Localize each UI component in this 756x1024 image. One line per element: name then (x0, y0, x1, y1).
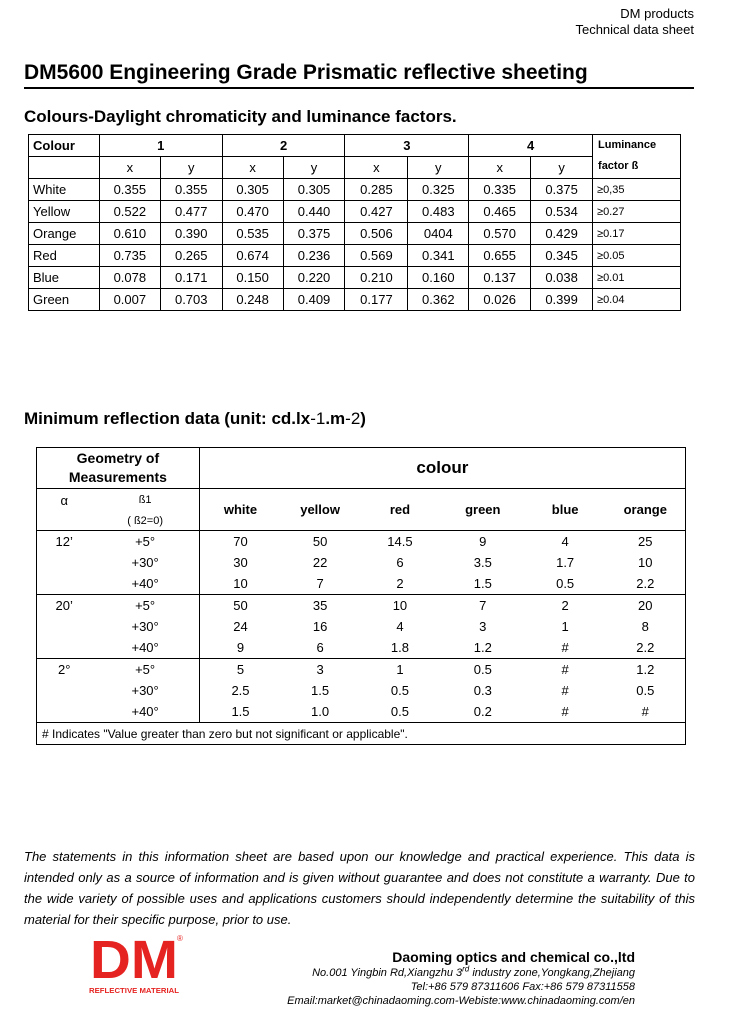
company-address (287, 966, 635, 980)
beta1-header: ß1 (91, 489, 199, 512)
point-header: 4 (469, 135, 593, 157)
chromaticity-value: 0.355 (99, 179, 160, 201)
col-colour-header: Colour (29, 135, 100, 157)
beta-value: +30° (91, 616, 199, 637)
luminance-value: ≥0.04 (593, 289, 681, 311)
luminance-value: ≥0,35 (593, 179, 681, 201)
chromaticity-value: 0.341 (408, 245, 469, 267)
reflection-value: 35 (312, 598, 328, 613)
reflection-value: 1 (561, 619, 569, 634)
reflection-value: 10 (606, 552, 686, 573)
geometry-header (37, 448, 200, 489)
reflection-table (36, 447, 686, 745)
reflection-value: 24 (233, 619, 248, 634)
reflection-value: 1 (396, 662, 404, 677)
reflection-value: 3 (479, 619, 487, 634)
chromaticity-value: 0.674 (222, 245, 283, 267)
chromaticity-value: 0.506 (345, 223, 408, 245)
reflection-value: # (525, 637, 606, 659)
y-header: y (408, 157, 469, 179)
x-header: x (99, 157, 160, 179)
reflection-row (37, 701, 686, 723)
luminance-value: ≥0.01 (593, 267, 681, 289)
chromaticity-value: 0.210 (345, 267, 408, 289)
luminance-label: factor ß (598, 160, 639, 172)
x-header: x (469, 157, 531, 179)
y-header: y (283, 157, 345, 179)
company-name: Daoming optics and chemical co.,ltd (392, 949, 635, 965)
reflection-value: 10 (392, 598, 408, 613)
beta-value: +40° (91, 701, 199, 723)
colour-row (29, 179, 681, 201)
beta-value: +5° (91, 531, 199, 553)
reflection-value: 0.5 (606, 680, 686, 701)
reflection-value: 2.2 (606, 573, 686, 595)
reflection-value: 14.5 (387, 534, 413, 549)
registered-mark: ® (177, 934, 183, 943)
colour-row (29, 223, 681, 245)
reflection-row (37, 616, 686, 637)
reflection-value: 30 (233, 555, 248, 570)
colour-col-header: yellow (281, 489, 359, 531)
heading-exponent: -1 (310, 409, 326, 428)
colour-col-header: blue (525, 489, 606, 531)
chromaticity-value: 0.248 (222, 289, 283, 311)
logo-tagline: REFLECTIVE MATERIAL (89, 988, 180, 995)
reflection-value: 1.2 (606, 659, 686, 681)
chromaticity-value: 0.427 (345, 201, 408, 223)
address-superscript: rd (462, 964, 470, 974)
reflection-subheader-row (37, 489, 686, 512)
luminance-label: Luminance (598, 139, 657, 151)
reflection-value: 6 (396, 555, 404, 570)
page-title: DM5600 Engineering Grade Prismatic reflective sheeting (24, 60, 694, 89)
chromaticity-table (28, 134, 681, 311)
chromaticity-value: 0.160 (408, 267, 469, 289)
reflection-value: 10 (199, 573, 281, 595)
colour-col-header: orange (606, 489, 686, 531)
company-email: Email:market@chinadaoming.com-Webiste:www.chinadaoming.com/en (287, 995, 635, 1007)
reflection-value: # (525, 701, 606, 723)
colour-row (29, 289, 681, 311)
chromaticity-value: 0.177 (345, 289, 408, 311)
reflection-value: 0.5 (473, 662, 492, 677)
heading-exponent: -2 (345, 409, 361, 428)
reflection-value: 0.5 (390, 683, 409, 698)
reflection-value: 3 (316, 662, 324, 677)
reflection-row (37, 680, 686, 701)
chromaticity-value: 0.465 (469, 201, 531, 223)
point-header: 1 (99, 135, 222, 157)
reflection-value: # (606, 701, 686, 723)
chromaticity-value: 0.137 (469, 267, 531, 289)
reflection-value: 0.5 (359, 701, 441, 723)
chromaticity-value: 0.355 (160, 179, 222, 201)
colour-header: colour (199, 448, 685, 489)
reflection-value: 1.5 (311, 683, 330, 698)
empty-cell (37, 511, 92, 531)
chromaticity-value: 0.534 (531, 201, 593, 223)
chromaticity-value: 0.171 (160, 267, 222, 289)
reflection-value: 2 (359, 573, 441, 595)
alpha-value (37, 680, 92, 701)
footnote: # Indicates "Value greater than zero but not significant or applicable". (37, 723, 686, 745)
reflection-value: # (561, 683, 569, 698)
reflection-value: 9 (199, 637, 281, 659)
note-row (37, 723, 686, 745)
heading-text: Minimum reflection data (unit: cd.lx (24, 409, 311, 428)
chromaticity-value: 0.345 (531, 245, 593, 267)
chromaticity-value: 0.522 (99, 201, 160, 223)
logo-mark (89, 930, 183, 995)
chromaticity-value: 0.477 (160, 201, 222, 223)
alpha-value (37, 637, 92, 659)
reflection-value: 70 (233, 534, 248, 549)
chromaticity-value: 0.569 (345, 245, 408, 267)
document-header (575, 6, 694, 38)
chromaticity-value: 0.078 (99, 267, 160, 289)
chromaticity-value: 0.038 (531, 267, 593, 289)
beta-value: +30° (91, 552, 199, 573)
chromaticity-value: 0404 (408, 223, 469, 245)
colour-col-header: green (441, 489, 525, 531)
luminance-header (593, 135, 681, 179)
reflection-row (37, 595, 686, 617)
reflection-value: 5 (236, 662, 245, 677)
colour-row (29, 201, 681, 223)
chromaticity-value: 0.325 (408, 179, 469, 201)
x-header: x (222, 157, 283, 179)
colour-row (29, 245, 681, 267)
reflection-value: # (561, 662, 569, 677)
beta-value: +40° (91, 637, 199, 659)
colour-name: Blue (29, 267, 100, 289)
reflection-value: 2.2 (606, 637, 686, 659)
reflection-value: 1.2 (441, 637, 525, 659)
reflection-row (37, 659, 686, 681)
chromaticity-value: 0.390 (160, 223, 222, 245)
x-header: x (345, 157, 408, 179)
reflection-value: 0.5 (525, 573, 606, 595)
header-doc-type: Technical data sheet (575, 22, 694, 37)
geometry-label: Geometry of (76, 450, 160, 466)
chromaticity-value: 0.305 (283, 179, 345, 201)
chromaticity-value: 0.265 (160, 245, 222, 267)
chromaticity-value: 0.703 (160, 289, 222, 311)
reflection-value: 25 (606, 531, 686, 553)
chromaticity-value: 0.362 (408, 289, 469, 311)
y-header: y (160, 157, 222, 179)
chromaticity-value: 0.429 (531, 223, 593, 245)
chromaticity-value: 0.483 (408, 201, 469, 223)
point-header: 2 (222, 135, 345, 157)
y-header: y (531, 157, 593, 179)
chromaticity-header-row (29, 135, 681, 157)
chromaticity-value: 0.470 (222, 201, 283, 223)
chromaticity-body (29, 179, 681, 311)
address-part: industry zone,Yongkang,Zhejiang (469, 967, 635, 979)
reflection-value: 50 (233, 598, 248, 613)
reflection-value: 6 (281, 637, 359, 659)
reflection-value: 2.5 (231, 683, 250, 698)
chromaticity-value: 0.655 (469, 245, 531, 267)
chromaticity-value: 0.375 (283, 223, 345, 245)
alpha-value: 12’ (37, 531, 92, 553)
chromaticity-value: 0.285 (345, 179, 408, 201)
company-tel: Tel:+86 579 87311606 Fax:+86 579 87311558 (410, 981, 635, 993)
alpha-value (37, 616, 92, 637)
colour-name: Red (29, 245, 100, 267)
reflection-value: 1.5 (199, 701, 281, 723)
heading-text: .m (325, 409, 346, 428)
colour-row (29, 267, 681, 289)
reflection-value: 1.5 (441, 573, 525, 595)
disclaimer: The statements in this information sheet are based upon our knowledge and practical experience. This data is intended only as a source of information and is given without guarantee and does not constitute a warranty. Due to the wide variety of possible uses and applications customers should independently determine the suitability of this material for their specific purpose, prior to use. (24, 849, 695, 927)
reflection-value: 1.7 (556, 555, 575, 570)
geometry-label: Measurements (68, 469, 167, 485)
reflection-value: 8 (606, 616, 686, 637)
chromaticity-value: 0.007 (99, 289, 160, 311)
address-part: No.001 Yingbin Rd,Xiangzhu 3 (312, 967, 463, 979)
chromaticity-value: 0.409 (283, 289, 345, 311)
point-header: 3 (345, 135, 469, 157)
logo-letters: DM (90, 930, 178, 990)
reflection-value: 20 (606, 595, 686, 617)
luminance-value: ≥0.17 (593, 223, 681, 245)
colour-name: Orange (29, 223, 100, 245)
alpha-header: α (37, 489, 92, 512)
reflection-value: 1.8 (359, 637, 441, 659)
chromaticity-value: 0.610 (99, 223, 160, 245)
alpha-value: 20’ (37, 595, 92, 617)
chromaticity-value: 0.440 (283, 201, 345, 223)
reflection-value: 4 (561, 534, 569, 549)
beta-value: +5° (91, 659, 199, 681)
chromaticity-xy-row (29, 157, 681, 179)
alpha-value: 2° (37, 659, 92, 681)
empty-cell (29, 157, 100, 179)
beta-value: +40° (91, 573, 199, 595)
alpha-value (37, 552, 92, 573)
reflection-value: 3.5 (473, 555, 492, 570)
colour-col-header: white (199, 489, 281, 531)
reflection-value: 9 (479, 534, 487, 549)
heading-text: ) (360, 409, 366, 428)
reflection-value: 1.0 (281, 701, 359, 723)
reflection-row (37, 637, 686, 659)
chromaticity-value: 0.150 (222, 267, 283, 289)
beta-value: +5° (91, 595, 199, 617)
reflection-value: 7 (281, 573, 359, 595)
reflection-value: 2 (561, 598, 569, 613)
chromaticity-value: 0.375 (531, 179, 593, 201)
section-heading-reflection (24, 408, 366, 430)
chromaticity-value: 0.305 (222, 179, 283, 201)
reflection-row (37, 531, 686, 553)
colour-name: White (29, 179, 100, 201)
reflection-value: 50 (312, 534, 328, 549)
header-product-line: DM products (620, 6, 694, 21)
luminance-value: ≥0.27 (593, 201, 681, 223)
chromaticity-value: 0.026 (469, 289, 531, 311)
reflection-body (37, 531, 686, 723)
reflection-value: 4 (396, 619, 404, 634)
reflection-value: 22 (312, 555, 328, 570)
reflection-value: 0.3 (473, 683, 492, 698)
dm-logo (86, 931, 182, 997)
chromaticity-value: 0.535 (222, 223, 283, 245)
beta-value: +30° (91, 680, 199, 701)
reflection-value: 16 (312, 619, 328, 634)
reflection-value: 7 (479, 598, 487, 613)
chromaticity-value: 0.570 (469, 223, 531, 245)
chromaticity-value: 0.236 (283, 245, 345, 267)
reflection-header-row (37, 448, 686, 489)
company-info (287, 948, 635, 1008)
chromaticity-value: 0.399 (531, 289, 593, 311)
beta2-header: ( ß2=0) (91, 511, 199, 531)
reflection-value: 0.2 (441, 701, 525, 723)
alpha-value (37, 701, 92, 723)
colour-col-header: red (359, 489, 441, 531)
alpha-value (37, 573, 92, 595)
chromaticity-value: 0.220 (283, 267, 345, 289)
reflection-row (37, 573, 686, 595)
chromaticity-value: 0.735 (99, 245, 160, 267)
colour-name: Yellow (29, 201, 100, 223)
colour-name: Green (29, 289, 100, 311)
section-heading-chromaticity: Colours-Daylight chromaticity and luminance factors. (24, 107, 457, 126)
luminance-value: ≥0.05 (593, 245, 681, 267)
reflection-row (37, 552, 686, 573)
chromaticity-value: 0.335 (469, 179, 531, 201)
